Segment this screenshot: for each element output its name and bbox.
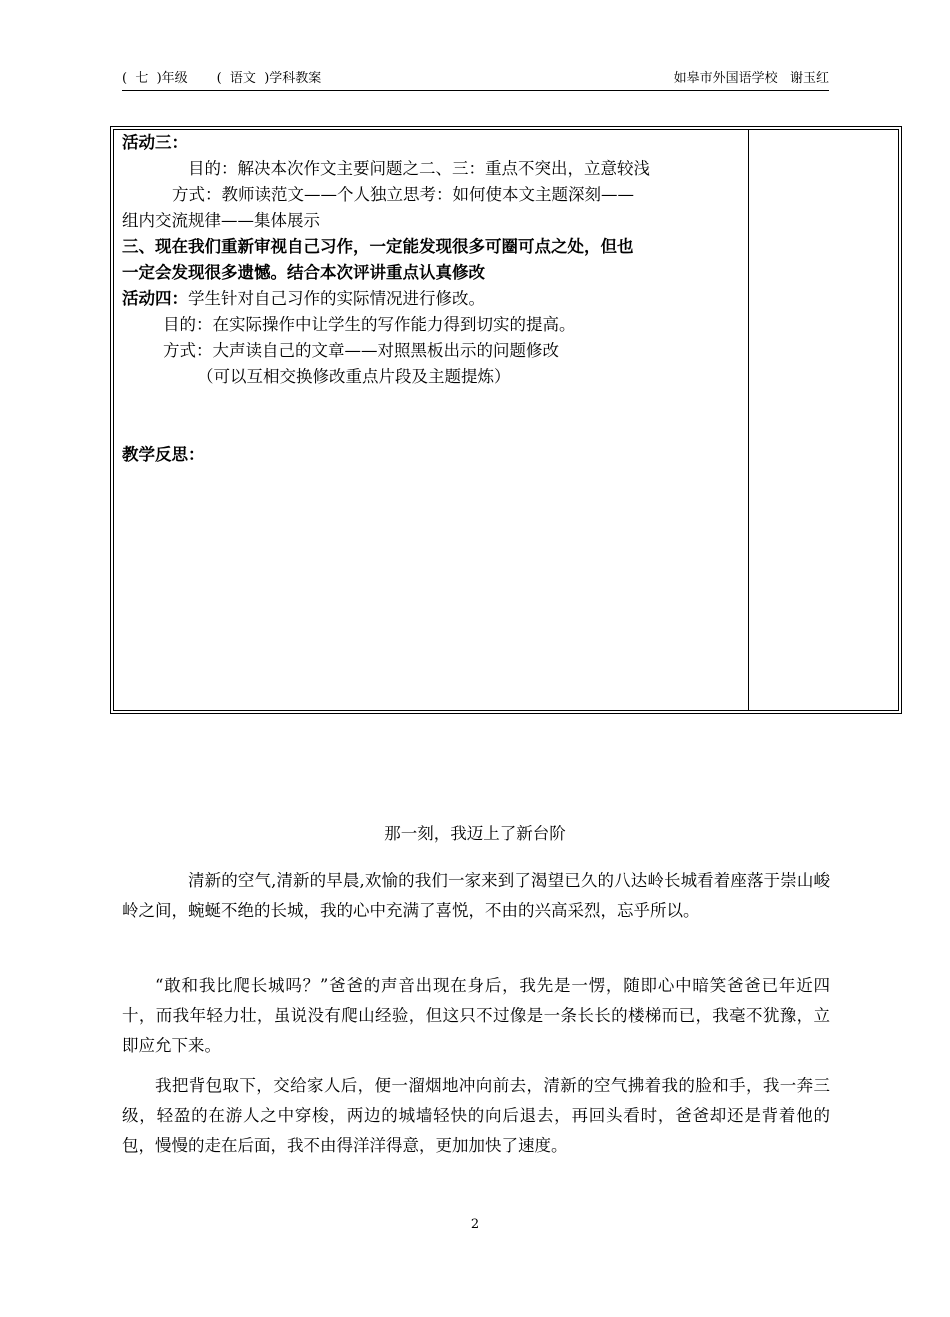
header-school-teacher: 如皋市外国语学校 谢玉红 [673, 71, 829, 86]
activity3-title: 活动三： [122, 133, 188, 152]
essay-paragraph-2: “敢和我比爬长城吗？”爸爸的声音出现在身后，我先是一愣，随即心中暗笑爸爸已年近四十，而我年轻力壮，虽说没有爬山经验，但这只不过像是一条长长的楼梯而已，我毫不犹豫，立即应允下来。 [122, 976, 830, 1055]
section3-line1: 三、现在我们重新审视自己习作，一定能发现很多可圈可点之处，但也 [122, 237, 634, 256]
activity3-method-line2: 组内交流规律——集体展示 [122, 211, 320, 230]
essay-paragraph-1: 清新的空气,清新的早晨,欢愉的我们一家来到了渴望已久的八达岭长城看着座落于崇山峻岭之间，蜿蜒不绝的长城，我的心中充满了喜悦，不由的兴高采烈，忘乎所以。 [122, 871, 830, 920]
essay-paragraph-3: 我把背包取下，交给家人后，便一溜烟地冲向前去，清新的空气拂着我的脸和手，我一奔三级，轻盈的在游人之中穿梭，两边的城墙轻快的向后退去，再回头看时，爸爸却还是背着他的包，慢慢的走在后面，我不由得洋洋得意，更加加快了速度。 [122, 1076, 830, 1155]
essay-title: 那一刻，我迈上了新台阶 [384, 824, 566, 843]
table-column-divider [748, 129, 749, 711]
activity3-goal: 目的：解决本次作文主要问题之二、三：重点不突出，立意较浅 [188, 159, 650, 178]
activity3-method-line1: 方式：教师读范文——个人独立思考：如何使本文主题深刻—— [172, 185, 634, 204]
activity4-title: 活动四： [122, 289, 188, 308]
activity4-text: 学生针对自己习作的实际情况进行修改。 [188, 289, 485, 308]
activity4-method: 方式：大声读自己的文章——对照黑板出示的问题修改 [163, 341, 559, 360]
activity4-note: （可以互相交换修改重点片段及主题提炼） [197, 367, 511, 386]
reflection-label: 教学反思： [122, 445, 205, 464]
page-header [122, 70, 829, 91]
header-grade-subject: ( 七 )年级 ( 语文 )学科教案 [122, 71, 322, 86]
activity4-line [122, 286, 747, 312]
section3-line2: 一定会发现很多遗憾。结合本次评讲重点认真修改 [122, 263, 485, 282]
lesson-content-cell [122, 130, 747, 468]
activity4-goal: 目的：在实际操作中让学生的写作能力得到切实的提高。 [163, 315, 576, 334]
page-number: 2 [470, 1217, 480, 1232]
